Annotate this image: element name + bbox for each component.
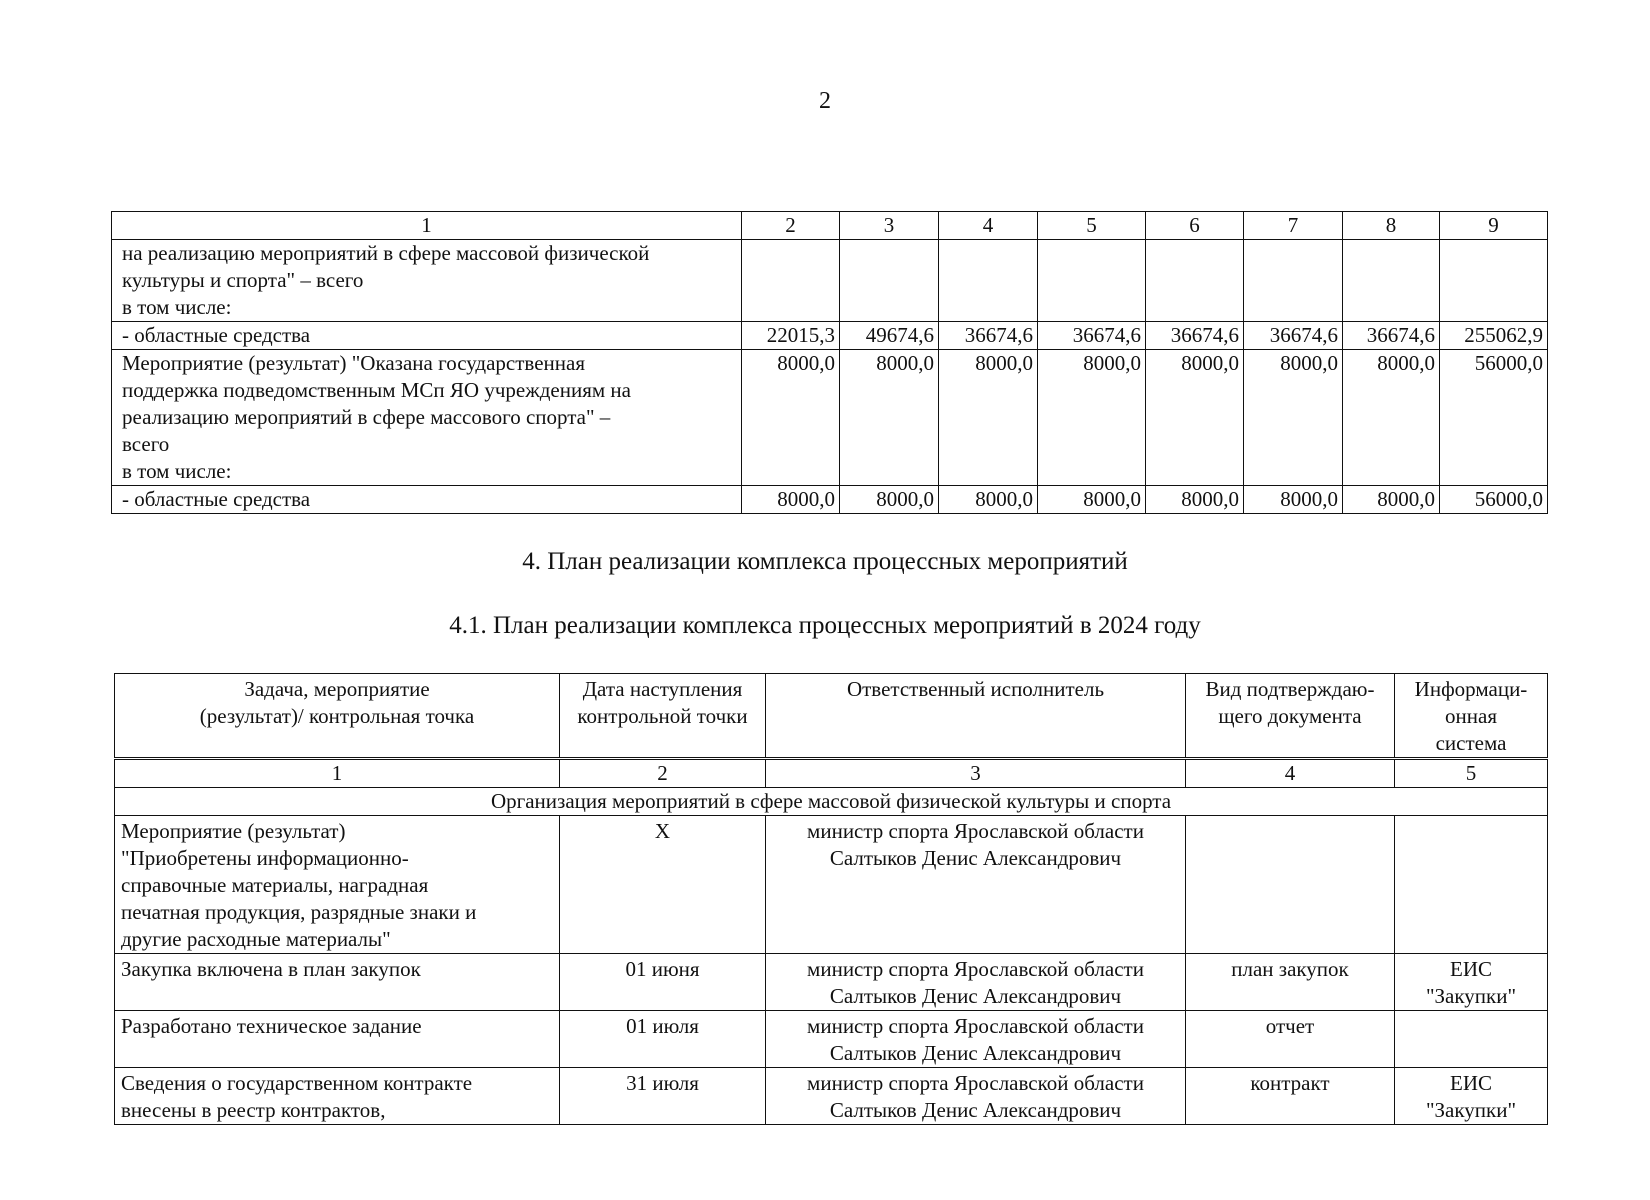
header-line: Дата наступления [582,677,743,701]
table-cell [939,240,1038,322]
executor-cell [766,1068,1186,1125]
text-line: министр спорта Ярославской области [807,1071,1144,1095]
date-cell: 01 июля [560,1011,766,1068]
column-number: 5 [1395,759,1548,788]
text-line: другие расходные материалы" [121,927,391,951]
text-line: ЕИС [1450,957,1492,981]
system-cell [1395,816,1548,954]
table-row [115,1068,1548,1125]
text-line: Салтыков Денис Александрович [829,1098,1122,1122]
text-line: Салтыков Денис Александрович [829,1041,1122,1065]
plan-table [114,673,1548,1125]
plan-header-row [115,674,1548,759]
text-line: всего [122,432,170,456]
header-line: Задача, мероприятие [244,677,430,701]
document-cell: план закупок [1186,954,1395,1011]
value-cell: 8000,0 [1244,350,1343,486]
column-number: 3 [840,212,939,240]
table-cell [1343,240,1440,322]
value-cell: 36674,6 [1038,322,1146,350]
value-cell: 56000,0 [1440,486,1548,514]
system-cell [1395,1068,1548,1125]
text-line: Салтыков Денис Александрович [829,984,1122,1008]
header-line: Ответственный исполнитель [846,677,1105,701]
task-cell [115,1011,560,1068]
task-cell [115,1068,560,1125]
text-line: на реализацию мероприятий в сфере массовой физической [122,241,650,265]
value-cell: 8000,0 [1038,486,1146,514]
column-number: 2 [742,212,840,240]
text-line: печатная продукция, разрядные знаки и [121,900,477,924]
header-line: Вид подтверждаю- [1205,677,1375,701]
column-number: 4 [1186,759,1395,788]
header-line: контрольной точки [577,704,748,728]
header-line: онная [1445,704,1497,728]
value-cell: 8000,0 [939,350,1038,486]
document-cell: контракт [1186,1068,1395,1125]
text-line: в том числе: [122,295,232,319]
table-row [112,486,1548,514]
header-task [115,674,560,759]
page-number: 2 [819,88,831,114]
header-executor [766,674,1186,759]
table-row [112,240,1548,322]
executor-cell [766,954,1186,1011]
column-number-row [115,759,1548,788]
text-line: в том числе: [122,459,232,483]
text-line: "Закупки" [1425,984,1517,1008]
column-number: 3 [766,759,1186,788]
value-cell: 22015,3 [742,322,840,350]
value-cell: 8000,0 [939,486,1038,514]
text-line: Мероприятие (результат) "Оказана государственная [122,351,586,375]
table-row [112,350,1548,486]
value-cell: 8000,0 [840,486,939,514]
text-line: поддержка подведомственным МСп ЯО учреждениям на [122,378,631,402]
text-line: ЕИС [1450,1071,1492,1095]
text-line: справочные материалы, наградная [121,873,429,897]
executor-cell [766,816,1186,954]
finance-header-row [112,212,1548,240]
text-line: реализацию мероприятий в сфере массового спорта" – [122,405,611,429]
row-label: - областные средства [112,486,742,514]
header-document [1186,674,1395,759]
header-line: (результат)/ контрольная точка [199,704,475,728]
text-line: Мероприятие (результат) [121,819,346,843]
text-line: министр спорта Ярославской области [807,957,1144,981]
text-line: культуры и спорта" – всего [122,268,364,292]
value-cell: 36674,6 [1244,322,1343,350]
column-number: 1 [115,759,560,788]
row-label [112,240,742,322]
table-cell [742,240,840,322]
text-line: Разработано техническое задание [121,1014,422,1038]
value-cell: 8000,0 [742,486,840,514]
section-row [115,788,1548,816]
section-heading: 4. План реализации комплекса процессных мероприятий [522,548,1128,575]
finance-table [111,211,1548,514]
header-system [1395,674,1548,759]
text-line: Салтыков Денис Александрович [829,846,1122,870]
value-cell: 49674,6 [840,322,939,350]
column-number: 1 [112,212,742,240]
text-line: министр спорта Ярославской области [807,819,1144,843]
column-number: 4 [939,212,1038,240]
value-cell: 8000,0 [1343,486,1440,514]
text-line: внесены в реестр контрактов, [121,1098,386,1122]
subsection-heading: 4.1. План реализации комплекса процессных мероприятий в 2024 году [449,612,1201,639]
value-cell: 36674,6 [1343,322,1440,350]
system-cell [1395,954,1548,1011]
table-cell [840,240,939,322]
table-row [115,1011,1548,1068]
section-title: Организация мероприятий в сфере массовой физической культуры и спорта [115,788,1548,816]
row-label [112,350,742,486]
table-cell [1038,240,1146,322]
table-row [112,322,1548,350]
task-cell [115,816,560,954]
value-cell: 8000,0 [1038,350,1146,486]
task-cell [115,954,560,1011]
column-number: 8 [1343,212,1440,240]
column-number: 6 [1146,212,1244,240]
value-cell: 36674,6 [939,322,1038,350]
table-cell [1146,240,1244,322]
column-number: 9 [1440,212,1548,240]
value-cell: 8000,0 [840,350,939,486]
system-cell [1395,1011,1548,1068]
text-line: Закупка включена в план закупок [121,957,421,981]
header-line: щего документа [1218,704,1362,728]
header-line: Информаци- [1414,677,1528,701]
table-cell [1440,240,1548,322]
text-line: "Закупки" [1425,1098,1517,1122]
value-cell: 36674,6 [1146,322,1244,350]
text-line: "Приобретены информационно- [121,846,409,870]
table-row [115,816,1548,954]
table-cell [1244,240,1343,322]
row-label: - областные средства [112,322,742,350]
value-cell: 8000,0 [1343,350,1440,486]
value-cell: 255062,9 [1440,322,1548,350]
value-cell: 56000,0 [1440,350,1548,486]
column-number: 7 [1244,212,1343,240]
column-number: 5 [1038,212,1146,240]
executor-cell [766,1011,1186,1068]
header-line: система [1435,731,1507,755]
document-cell [1186,816,1395,954]
value-cell: 8000,0 [742,350,840,486]
date-cell: 31 июля [560,1068,766,1125]
table-row [115,954,1548,1011]
column-number: 2 [560,759,766,788]
date-cell: 01 июня [560,954,766,1011]
text-line: Сведения о государственном контракте [121,1071,473,1095]
value-cell: 8000,0 [1146,486,1244,514]
document-cell: отчет [1186,1011,1395,1068]
value-cell: 8000,0 [1146,350,1244,486]
date-cell: Х [560,816,766,954]
header-date [560,674,766,759]
value-cell: 8000,0 [1244,486,1343,514]
text-line: министр спорта Ярославской области [807,1014,1144,1038]
